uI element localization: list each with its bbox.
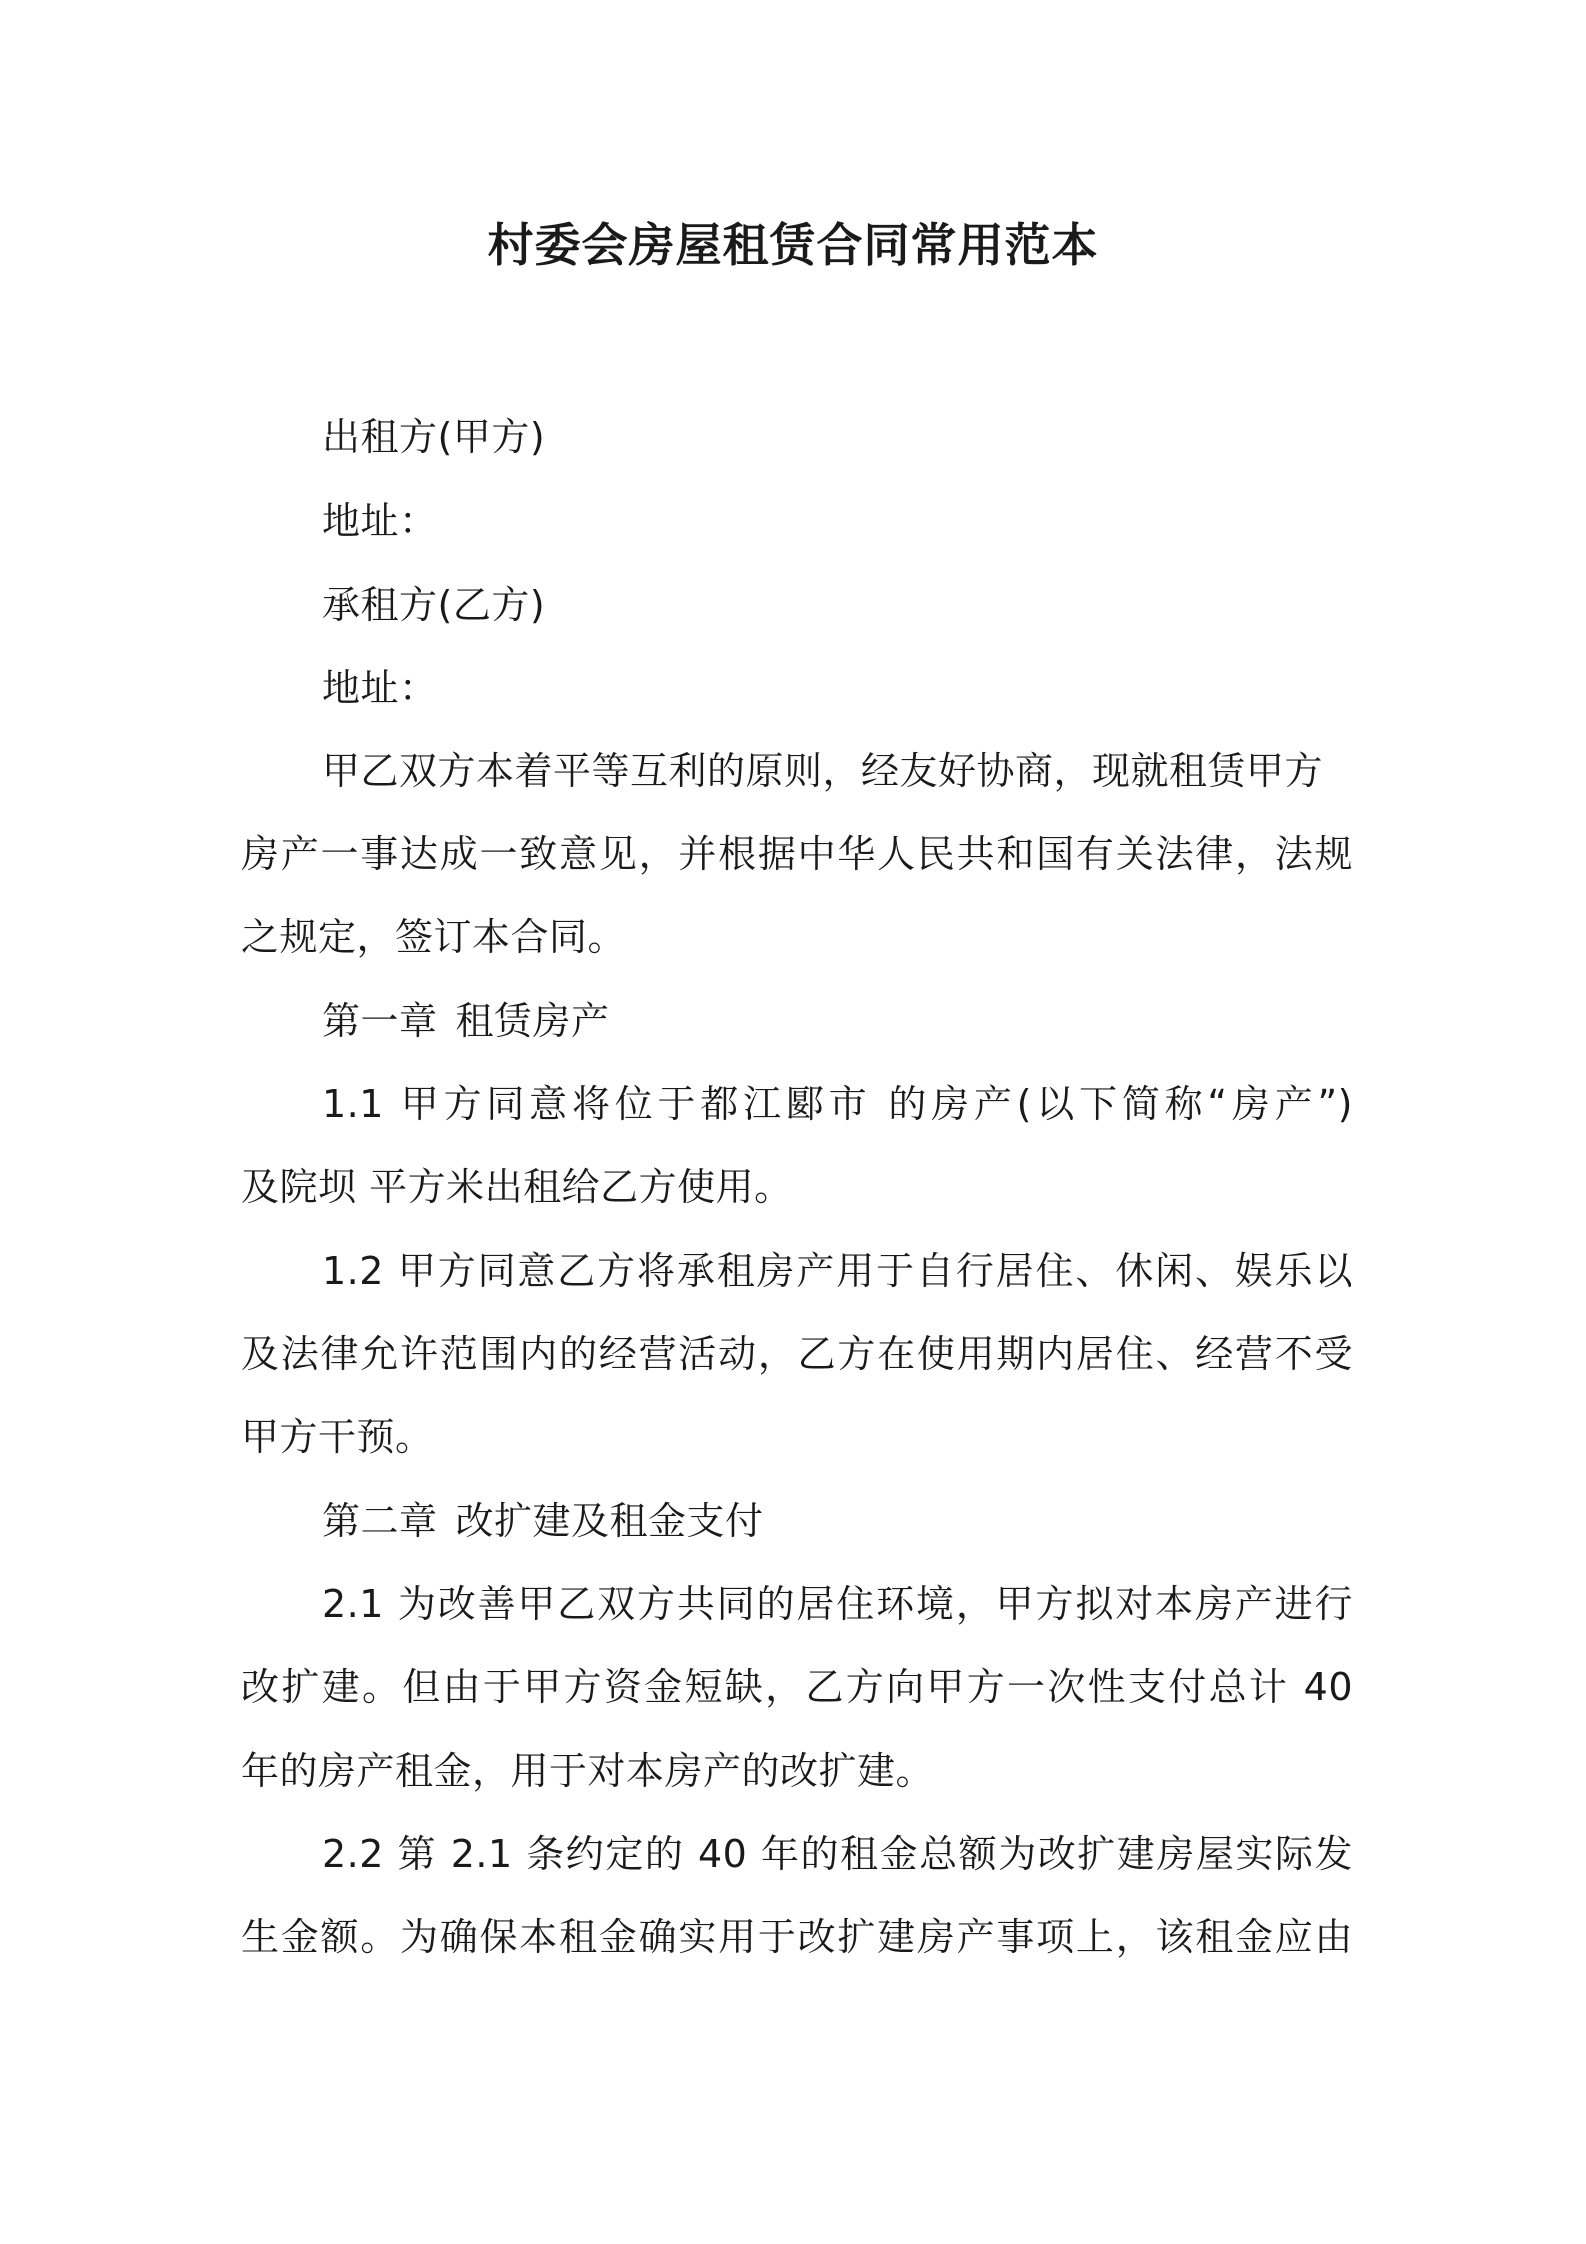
clause-1-2-line-3: 甲方干预。 <box>241 1415 434 1459</box>
intro-line-2: 房产一事达成一致意见，并根据中华人民共和国有关法律，法规 <box>241 832 1353 876</box>
party-a-label: 出租方(甲方) <box>322 415 546 459</box>
chapter-1-title: 租赁房产 <box>455 999 610 1043</box>
clause-1-1-line-2: 及院坝 平方米出租给乙方使用。 <box>241 1165 793 1209</box>
intro-line-1: 甲乙双方本着平等互利的原则，经友好协商，现就租赁甲方 <box>322 749 1324 793</box>
clause-2-1-line-3: 年的房产租金，用于对本房产的改扩建。 <box>241 1749 935 1793</box>
chapter-2-number: 第二章 <box>322 1499 438 1543</box>
party-b-address: 地址： <box>322 666 438 710</box>
clause-2-1-line-1: 2.1 为改善甲乙双方共同的居住环境，甲方拟对本房产进行 <box>322 1582 1353 1626</box>
clause-2-2-line-2: 生金额。为确保本租金确实用于改扩建房产事项上，该租金应由 <box>241 1915 1353 1959</box>
party-b-label: 承租方(乙方) <box>322 583 546 627</box>
clause-2-1-line-2: 改扩建。但由于甲方资金短缺，乙方向甲方一次性支付总计 40 <box>241 1665 1353 1709</box>
clause-1-2-line-2: 及法律允许范围内的经营活动，乙方在使用期内居住、经营不受 <box>241 1332 1353 1376</box>
party-a-address: 地址： <box>322 499 438 543</box>
clause-2-2-line-1: 2.2 第 2.1 条约定的 40 年的租金总额为改扩建房屋实际发 <box>322 1832 1353 1876</box>
chapter-2-title: 改扩建及租金支付 <box>455 1499 764 1543</box>
chapter-2-heading <box>322 1496 764 1546</box>
clause-1-1-line-1: 1.1 甲方同意将位于都江郾市 的房产(以下简称“房产”) <box>322 1082 1353 1126</box>
chapter-1-number: 第一章 <box>322 999 438 1043</box>
chapter-1-heading <box>322 996 610 1046</box>
document-title: 村委会房屋租赁合同常用范本 <box>487 218 1099 272</box>
intro-line-3: 之规定，签订本合同。 <box>241 915 627 959</box>
clause-1-2-line-1: 1.2 甲方同意乙方将承租房产用于自行居住、休闲、娱乐以 <box>322 1249 1353 1293</box>
